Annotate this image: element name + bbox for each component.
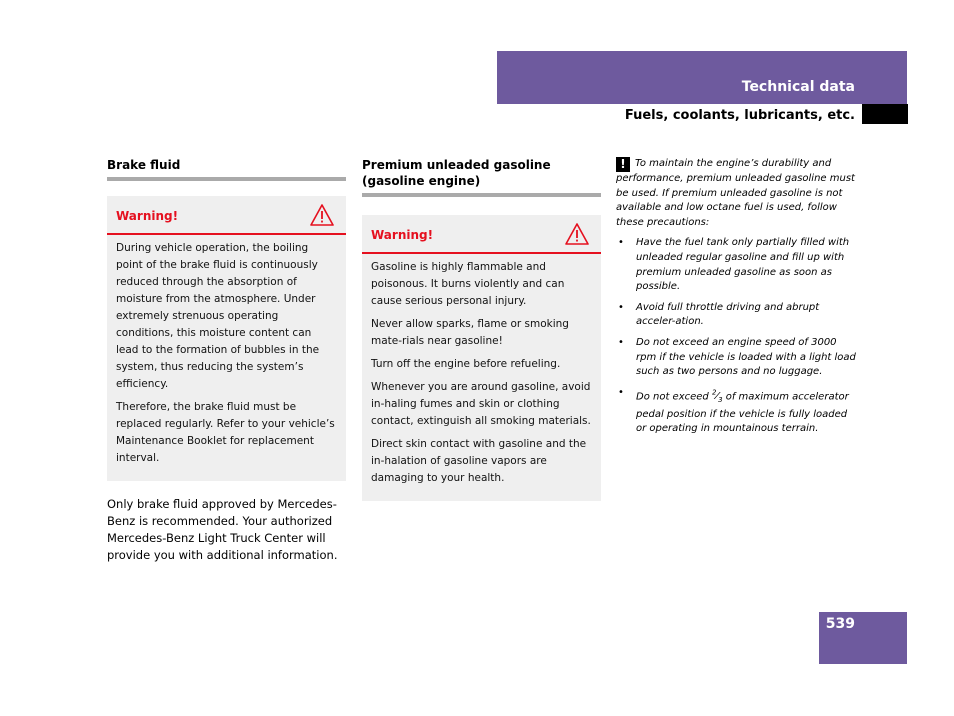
gasoline-heading: Premium unleaded gasoline (gasoline engine) (362, 157, 601, 197)
page-number: 539 (825, 616, 855, 632)
subsection-title: Fuels, coolants, lubricants, etc. (624, 108, 855, 123)
bullet-icon: • (618, 386, 624, 398)
list-item: • Have the fuel tank only partially filled with unleaded regular gasoline and fill up with premium unleaded gasoline as soon as possible. (618, 237, 850, 293)
warning-paragraph: Gasoline is highly flammable and poisonous. It burns violently and can cause serious personal injury. (371, 261, 565, 307)
warning-label: Warning! (116, 209, 179, 223)
bullet-icon: • (618, 301, 624, 313)
note-column (616, 157, 856, 443)
exclamation-icon: ! (616, 157, 630, 172)
fraction-two-thirds: $^2⁄_3$ (711, 388, 723, 405)
section-title: Technical data (741, 79, 855, 95)
header-bar (497, 51, 907, 104)
note-intro-text: To maintain the engine’s durability and performance, premium unleaded gasoline must be used. If premium unleaded gasoline is not available and low octane fuel is used, follow these precautions: (616, 158, 855, 228)
list-item: • Avoid full throttle driving and abrupt acceler-ation. (618, 301, 820, 328)
warning-paragraph: Therefore, the brake fluid must be replaced regularly. Refer to your vehicle’s Maintenance Booklet for replacement interval. (116, 401, 335, 464)
list-item: • Do not exceed $^2⁄_3$ of maximum accelerator pedal position if the vehicle is fully loaded or operating in mountainous terrain. (618, 386, 849, 435)
bullet-icon: • (618, 237, 624, 249)
brake-fluid-column (107, 157, 346, 564)
warning-paragraph: During vehicle operation, the boiling point of the brake fluid is continuously reduced through the absorption of moisture from the atmosphere. Under extremely strenuous operating conditions, this moisture content can lead to the formation of bubbles in the system, thus reducing the system’s efficiency. (116, 242, 320, 390)
warning-body (107, 235, 346, 481)
note-intro (616, 157, 856, 230)
warning-body (362, 254, 601, 501)
warning-paragraph: Never allow sparks, flame or smoking mate-rials near gasoline! (371, 318, 569, 347)
gasoline-warning-box (362, 215, 601, 501)
warning-header (107, 196, 346, 235)
warning-triangle-icon (565, 223, 589, 245)
precautions-list (616, 236, 856, 436)
warning-paragraph: Direct skin contact with gasoline and the in-halation of gasoline vapors are damaging to your health. (371, 438, 587, 484)
warning-label: Warning! (371, 228, 434, 242)
warning-triangle-icon (310, 204, 334, 226)
brake-fluid-heading: Brake fluid (107, 157, 346, 181)
page-number-box (819, 612, 907, 664)
list-item: • Do not exceed an engine speed of 3000 rpm if the vehicle is loaded with a light load such as two persons and no luggage. (618, 336, 856, 378)
warning-paragraph: Turn off the engine before refueling. (371, 358, 561, 370)
section-tab (862, 104, 908, 124)
brake-fluid-warning-box (107, 196, 346, 481)
warning-header (362, 215, 601, 254)
brake-fluid-body: Only brake fluid approved by Mercedes-Benz is recommended. Your authorized Mercedes-Benz Light Truck Center will provide you with additional information. (107, 497, 338, 562)
gasoline-column (362, 157, 601, 501)
bullet-icon: • (618, 336, 624, 348)
warning-paragraph: Whenever you are around gasoline, avoid in-haling fumes and skin or clothing contact, extinguish all smoking materials. (371, 381, 591, 427)
